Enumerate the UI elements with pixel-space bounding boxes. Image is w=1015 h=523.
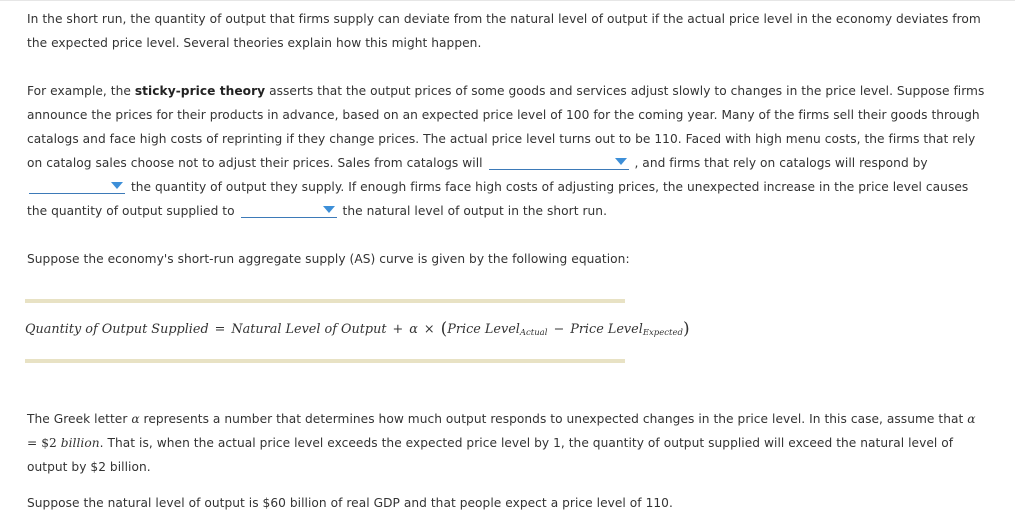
eq-open-paren: ( <box>440 319 448 339</box>
eq-plus: + <box>392 322 404 337</box>
eq-equals: = <box>214 322 226 337</box>
eq-minus: − <box>553 322 565 337</box>
greek-alpha: α <box>131 412 140 426</box>
eq-lhs: Quantity of Output Supplied <box>25 322 209 337</box>
chevron-down-icon <box>111 182 123 189</box>
sticky-text-3: , and firms that rely on catalogs will respond by <box>634 156 928 170</box>
sticky-text-1: For example, the <box>27 84 135 98</box>
greek-text-2: represents a number that determines how much output responds to unexpected changes in the price level. In this case, assume that <box>139 412 968 426</box>
eq-times: × <box>423 322 435 337</box>
greek-alpha-2: α <box>967 412 976 426</box>
eq-close-paren: ) <box>682 319 690 339</box>
sticky-text-5: the natural level of output in the short run. <box>342 204 607 218</box>
greek-text-1: The Greek letter <box>27 412 132 426</box>
natural-paragraph: Suppose the natural level of output is $60 billion of real GDP and that people expect a price level of 110. <box>27 496 673 510</box>
eq-natural: Natural Level of Output <box>231 322 387 337</box>
greek-value: $2 <box>41 436 57 450</box>
eq-price-level-2: Price Level <box>570 322 643 337</box>
sticky-text-4: the quantity of output they supply. If enough firms face high costs of adjusting prices, the unexpected increase in the price level causes the quantity of output supplied to <box>27 180 969 218</box>
intro-paragraph: In the short run, the quantity of output that firms supply can deviate from the natural level of output if the actual price level in the economy deviates from the expected price level. Several theories explain how this might happen. <box>27 12 981 50</box>
sticky-text-2: asserts that the output prices of some goods and services adjust slowly to changes in the price level. Suppose firms announce the prices for their products in advance, based on an expected price level of 100 for the coming year. Many of the firms sell their goods through catalogs and face high costs of reprinting if they change prices. The actual price level turns out to be 110. Faced with high menu costs, the firms that rely on catalog sales choose not to adjust their prices. Sales from catalogs will <box>27 84 985 170</box>
equation-box <box>25 299 690 363</box>
supply-paragraph: Suppose the economy's short-run aggregate supply (AS) curve is given by the following equation: <box>27 252 630 266</box>
catalog-sales-dropdown[interactable] <box>489 154 629 170</box>
greek-text-3: . That is, when the actual price level exceeds the expected price level by 1, the quantity of output supplied will exceed the natural level of output by $2 billion. <box>27 436 954 474</box>
eq-alpha: α <box>409 322 418 337</box>
chevron-down-icon <box>323 206 335 213</box>
eq-expected-sub: Expected <box>642 328 683 338</box>
sticky-price-paragraph <box>27 79 987 223</box>
output-vs-natural-dropdown[interactable] <box>241 202 337 218</box>
top-divider <box>0 0 1015 1</box>
greek-paragraph <box>27 407 987 479</box>
eq-actual-sub: Actual <box>519 328 548 338</box>
eq-price-level: Price Level <box>447 322 520 337</box>
sticky-price-term: sticky-price theory <box>134 84 266 98</box>
as-equation <box>25 319 690 339</box>
chevron-down-icon <box>615 158 627 165</box>
firm-response-dropdown[interactable] <box>29 178 125 194</box>
greek-eq: = <box>27 436 42 450</box>
greek-value-unit: billion <box>56 436 100 450</box>
